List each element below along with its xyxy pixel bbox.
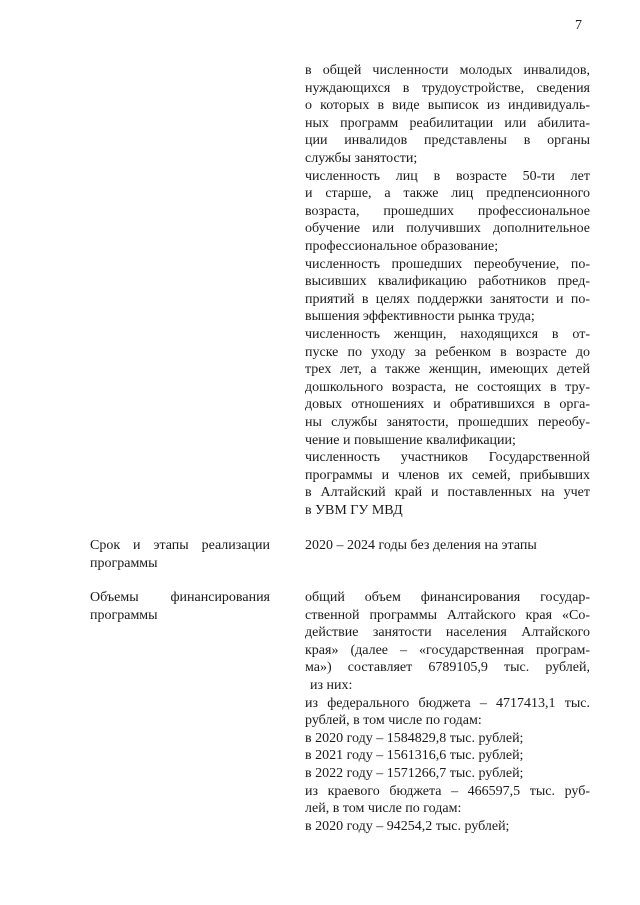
indicators-line: ны службы занятости, прошедших переобу- bbox=[305, 415, 590, 430]
indicators-line: трех лет, а также женщин, имеющих детей bbox=[305, 362, 590, 378]
indicators-line: пуске по уходу за ребенком в возрасте до bbox=[305, 344, 590, 360]
indicators-line: ции инвалидов представлены в органы bbox=[305, 133, 590, 149]
indicators-line: в Алтайский край и поставленных на учет bbox=[305, 485, 590, 501]
finance-line: рублей, в том числе по годам: bbox=[305, 713, 482, 729]
page-number: 7 bbox=[575, 18, 582, 33]
indicators-line: программы и членов их семей, прибывших bbox=[305, 467, 590, 483]
indicators-line: и старше, а также лиц предпенсионного bbox=[305, 186, 590, 202]
finance-line: в 2020 году – 1584829,8 тыс. рублей; bbox=[305, 730, 524, 746]
finance-label-line-2: программы bbox=[90, 608, 158, 623]
indicators-line: вышения эффективности рынка труда; bbox=[305, 309, 535, 325]
indicators-line: в общей численности молодых инвалидов, bbox=[305, 63, 590, 78]
indicators-line: нуждающихся в трудоустройстве, сведения bbox=[305, 80, 590, 96]
indicators-line: обучение или получивших дополнительное bbox=[305, 221, 590, 237]
indicators-line: приятий в целях поддержки занятости и по- bbox=[305, 291, 590, 307]
term-value: 2020 – 2024 годы без деления на этапы bbox=[305, 538, 537, 553]
indicators-line: довых отношениях и обратившихся в орга- bbox=[305, 397, 590, 413]
indicators-line: в УВМ ГУ МВД bbox=[305, 503, 403, 518]
indicators-line: чение и повышение квалификации; bbox=[305, 432, 516, 448]
term-label-line-2: программы bbox=[90, 556, 158, 571]
finance-line: в 2021 году – 1561316,6 тыс. рублей; bbox=[305, 748, 524, 764]
finance-line: в 2022 году – 1571266,7 тыс. рублей; bbox=[305, 766, 524, 781]
finance-line: из федерального бюджета – 4717413,1 тыс. bbox=[305, 695, 590, 711]
finance-line: ственной программы Алтайского края «Со- bbox=[305, 607, 590, 623]
indicators-line: численность женщин, находящихся в от- bbox=[305, 327, 590, 342]
indicators-line: численность участников Государственной bbox=[305, 450, 590, 466]
finance-line: действие занятости населения Алтайского bbox=[305, 625, 590, 641]
indicators-line: численность прошедших переобучение, по- bbox=[305, 256, 590, 272]
indicators-line: ных программ реабилитации или абилита- bbox=[305, 115, 590, 131]
indicators-line: профессиональное образование; bbox=[305, 239, 499, 254]
indicators-line: службы занятости; bbox=[305, 151, 418, 166]
finance-line: лей, в том числе по годам: bbox=[305, 801, 462, 817]
indicators-line: численность лиц в возрасте 50-ти лет bbox=[305, 168, 590, 184]
finance-line: из краевого бюджета – 466597,5 тыс. руб- bbox=[305, 783, 590, 799]
term-label-line-1: Срок и этапы реализации bbox=[90, 538, 270, 553]
finance-line: общий объем финансирования государ- bbox=[305, 590, 590, 605]
finance-line: в 2020 году – 94254,2 тыс. рублей; bbox=[305, 818, 510, 834]
indicators-line: дошкольного возраста, не состоящих в тру- bbox=[305, 379, 590, 395]
indicators-line: возраста, прошедших профессиональное bbox=[305, 203, 590, 219]
finance-line: из них: bbox=[310, 678, 353, 693]
indicators-line: высивших квалификацию работников пред- bbox=[305, 274, 590, 290]
finance-line: ма») составляет 6789105,9 тыс. рублей, bbox=[305, 660, 590, 676]
indicators-line: о которых в виде выписок из индивидуаль- bbox=[305, 98, 590, 114]
finance-label-line-1: Объемы финансирования bbox=[90, 590, 270, 605]
finance-line: края» (далее – «государственная програм- bbox=[305, 642, 590, 658]
